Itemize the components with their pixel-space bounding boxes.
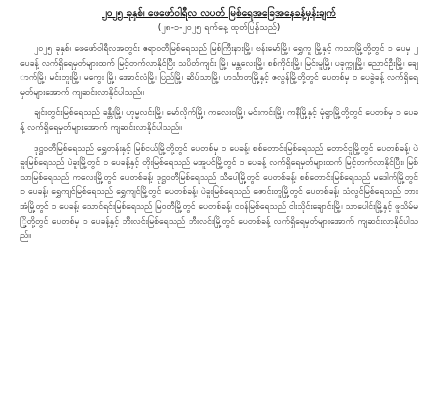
paragraph-other-rivers: ဒုဋ္ဌဝတီမြစ်ရေသည် ရွှေတန်းနှင့် မြစ်ငယ်မြို့တို့တွင် ပေတစ်မှ ၁ ပေခန့်၊ စစ်တောင်းမြစ်ရေသည် တောင်ငူမြို့တွင် ပေတစ်ခန့်၊ ပဲခူးမြစ်ရေသည် ပဲခူးမြို့တွင် ၁ ပေခန့်နှင့် တိုးမြစ်ရေသည် မအူပင်မြို့တွင် ၁ ပေခန့် လက်ရှိရေမှတ်များထက် မြင့်တက်လာနိုင်ပြီး၊ မြစ်သာမြစ်ရေသည် ကလေးမြို့တွင် ပေတစ်ခန့်၊ ဒုဋ္ဌဝတီမြစ်ရေသည် သီပေါမြို့တွင် ပေတစ်ခန့်၊ စစ်တောင်းမြစ်ရေသည် မဒေါက်မြို့တွင် ၁ ပေခန့်၊ ရွှေကျင်မြစ်ရေသည် ရွှေကျင်မြို့တွင် ပေတစ်ခန့်၊ ပဲခူးမြစ်ရေသည် ဇောင်းတူမြို့တွင် ပေတစ်ခန့်၊ သံလွင်မြစ်ရေသည် ဘားအံမြို့တွင် ၁ ပေခန့်၊ သောင်ရင်းမြစ်ရေသည် မြဝတီမြို့တွင် ပေတစ်ခန့်၊ ငဝန်မြစ်ရေသည် ငါးသိုင်းချောင်းမြို့၊ သာပေါင်းမြို့နှင့် ဖူသိမ်မြို့တို့တွင် ပေတစ်မှ ၁ ပေခန့်နှင့် ဘီးလင်းမြစ်ရေသည် ဘီးလင်းမြို့တွင် ပေတစ်ခန့် လက်ရှိရေမှတ်များအောက် ကျဆင်းလာနိုင်ပါသည်။ <box>20 143 418 242</box>
document-title: ၂၀၂၅ ခုနှစ်၊ ဖေဖော်ဝါရီလ လပတ် မြစ်ရေအခြေအနေခန့်မှန်းချက် <box>102 8 336 19</box>
release-date: (၂၈-၁-၂၀၂၅ ရက်နေ့ ထုတ်ပြန်သည်) <box>157 23 281 33</box>
paragraph-ayeyarwady: ၂၀၂၅ ခုနှစ်၊ ဖေဖော်ဝါရီလအတွင်း ဧရာဝတီမြစ်ရေသည် မြစ်ကြီးနားမြို့၊ ဗန်းမော်မြို့၊ ရွှေကူ မြို့နှင့် ကသာမြို့တို့တွင် ၁ ပေမှ ၂ ပေခန့် လက်ရှိရေမှတ်များထက် မြင့်တက်လာနိုင်ပြီး သပိတ်ကျင်း မြို့၊ မန္တလေးမြို့၊ စစ်ကိုင်းမြို့၊ မြင်းမူမြို့၊ ပခုက္ကူမြို့၊ ညောင်ဦးမြို့၊ ချောက်မြို့၊ မင်းဘူးမြို့၊ မကွေး မြို့၊ အောင်လံမြို့၊ ပြည်မြို့၊ ဆိပ်သာမြို့၊ ဟင်္သာတမြို့နှင့် ဇလွန်မြို့တို့တွင် ပေတစ်မှ ၁ ပေခွဲခန့် လက်ရှိရေမှတ်များအောက် ကျဆင်းလာနိုင်ပါသည်။ <box>20 44 418 98</box>
paragraph-chindwin: ချင်းတွင်းမြစ်ရေသည် ခန္တီးမြို့၊ ဟုမ္မလင်းမြို့၊ မော်လိုက်မြို့၊ ကလေးဝမြို့၊ မင်းကင်းမြို့၊ ကနီမြို့နှင့် မုံရွာမြို့တို့တွင် ပေတစ်မှ ၁ ပေခန့် လက်ရှိရေမှတ်များအောက် ကျဆင်းလာနိုင်ပါသည်။ <box>20 108 418 133</box>
